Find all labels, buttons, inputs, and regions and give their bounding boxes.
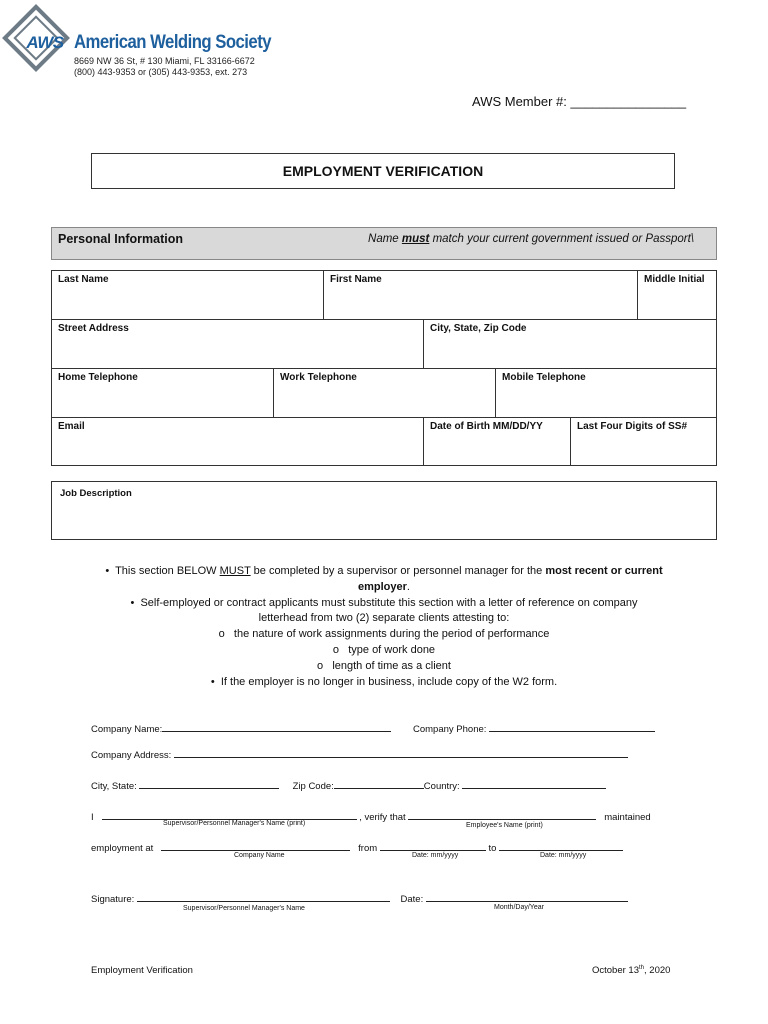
ssn-label: Last Four Digits of SS#	[577, 421, 688, 432]
from-date-input[interactable]	[380, 840, 486, 851]
email-label: Email	[58, 421, 85, 432]
country-label: Country:	[423, 781, 460, 792]
footer-date-year: , 2020	[644, 965, 671, 977]
to-date-input[interactable]	[499, 840, 623, 851]
city-state-label: City, State:	[91, 781, 137, 792]
b1-must: MUST	[219, 565, 251, 577]
signature-input[interactable]	[137, 891, 390, 902]
company-name-line	[91, 721, 391, 735]
note-prefix: Name	[368, 233, 402, 245]
footer-date-main: October 13	[592, 965, 639, 977]
signature-line	[91, 891, 628, 905]
date-caption: Month/Day/Year	[494, 904, 544, 911]
personal-info-heading: Personal Information	[58, 232, 184, 246]
mobile-telephone-label: Mobile Telephone	[502, 372, 586, 383]
dob-label: Date of Birth MM/DD/YY	[430, 421, 543, 432]
to-label: to	[488, 843, 497, 854]
employment-company-input[interactable]	[161, 840, 350, 851]
company-phone-input[interactable]	[489, 721, 655, 732]
supervisor-caption: Supervisor/Personnel Manager's Name (print)	[163, 820, 306, 827]
signature-caption: Supervisor/Personnel Manager's Name	[183, 905, 305, 912]
b1-bold: most recent or current employer	[358, 565, 663, 593]
sub1-text: the nature of work assignments during the period of performance	[233, 628, 550, 641]
org-name: American Welding Society	[74, 32, 272, 53]
sub3-text: length of time as a client	[332, 659, 451, 672]
company-address-line	[91, 747, 628, 761]
last-name-field[interactable]	[51, 270, 324, 320]
date-input[interactable]	[426, 891, 628, 902]
sub-bullet-2: o type of work done	[332, 643, 436, 656]
to-date-caption: Date: mm/yyyy	[540, 852, 587, 859]
b1-end: .	[406, 580, 410, 593]
bullet-2: • Self-employed or contract applicants must substitute this section with a letter of reference on company letterhead from two (2) separate clients attesting to:	[130, 596, 638, 625]
company-phone-label: Company Phone:	[413, 724, 487, 735]
zip-code-input[interactable]	[334, 778, 424, 789]
city-state-zip-field[interactable]	[423, 319, 717, 369]
home-telephone-label: Home Telephone	[58, 372, 138, 383]
last-name-label: Last Name	[58, 274, 109, 285]
sub-bullet-3: o length of time as a client	[317, 659, 451, 672]
job-description-label: Job Description	[60, 488, 132, 499]
note-suffix: match your current government issued or Passport\	[429, 233, 694, 245]
employee-name-input[interactable]	[408, 809, 596, 820]
mobile-telephone-field[interactable]	[495, 368, 717, 418]
city-state-input[interactable]	[139, 778, 279, 789]
city-state-zip-label: City, State, Zip Code	[430, 323, 527, 334]
b3-text: If the employer is no longer in business, include copy of the W2 form.	[220, 675, 558, 688]
b2-text-b: letterhead from two (2) separate clients attesting to:	[258, 612, 510, 625]
company-caption: Company Name	[234, 852, 285, 859]
page-title: EMPLOYMENT VERIFICATION	[91, 153, 675, 189]
b1-text-b: be completed by a supervisor or personnel manager for the	[250, 565, 546, 577]
employee-caption: Employee's Name (print)	[466, 822, 543, 829]
org-phone: (800) 443-9353 or (305) 443-9353, ext. 273	[74, 67, 248, 77]
logo-text: AWS	[26, 33, 64, 52]
job-description-field[interactable]	[51, 481, 717, 540]
company-address-label: Company Address:	[91, 750, 172, 761]
aws-member-field[interactable]: AWS Member #: ________________	[472, 94, 687, 109]
dob-field[interactable]	[423, 417, 571, 466]
footer-date-sup: th	[639, 965, 645, 971]
sub-bullet-1: o the nature of work assignments during the period of performance	[218, 628, 550, 641]
note-emphasis: must	[401, 233, 430, 245]
street-address-field[interactable]	[51, 319, 424, 369]
from-date-caption: Date: mm/yyyy	[412, 852, 459, 859]
employment-at-label: employment at	[91, 843, 154, 854]
instructions	[86, 564, 682, 690]
ssn-field[interactable]	[570, 417, 717, 466]
personal-info-note	[368, 233, 694, 245]
street-address-label: Street Address	[58, 323, 129, 334]
work-telephone-label: Work Telephone	[280, 372, 357, 383]
signature-label: Signature:	[91, 894, 135, 905]
home-telephone-field[interactable]	[51, 368, 274, 418]
middle-initial-field[interactable]	[637, 270, 717, 320]
i-label: I	[91, 812, 94, 823]
b2-text-a: Self-employed or contract applicants must substitute this section with a letter of reference on company	[140, 596, 638, 609]
personal-info-header	[51, 227, 717, 260]
company-name-input[interactable]	[162, 721, 391, 732]
email-field[interactable]	[51, 417, 424, 466]
bullet-1: • This section BELOW MUST be completed by a supervisor or personnel manager for the most recent or current employer.	[105, 565, 663, 593]
maintained-label: maintained	[604, 812, 651, 823]
country-input[interactable]	[462, 778, 606, 789]
company-phone-line	[413, 721, 655, 735]
first-name-label: First Name	[330, 274, 382, 285]
supervisor-name-input[interactable]	[102, 809, 357, 820]
middle-initial-label: Middle Initial	[644, 274, 705, 285]
verify-that-label: , verify that	[359, 812, 406, 823]
city-zip-country-line	[91, 778, 606, 792]
b1-text-a: This section BELOW	[115, 565, 220, 577]
org-address: 8669 NW 36 St, # 130 Miami, FL 33166-6672	[74, 56, 255, 66]
work-telephone-field[interactable]	[273, 368, 496, 418]
company-address-input[interactable]	[174, 747, 628, 758]
zip-code-label: Zip Code:	[292, 781, 334, 792]
first-name-field[interactable]	[323, 270, 638, 320]
footer-date	[592, 965, 670, 976]
from-label: from	[358, 843, 378, 854]
bullet-3: • If the employer is no longer in business, include copy of the W2 form.	[210, 675, 558, 688]
company-name-label: Company Name:	[91, 724, 163, 735]
sub2-text: type of work done	[348, 643, 436, 656]
date-label: Date:	[400, 894, 424, 905]
footer-left: Employment Verification	[91, 965, 193, 976]
